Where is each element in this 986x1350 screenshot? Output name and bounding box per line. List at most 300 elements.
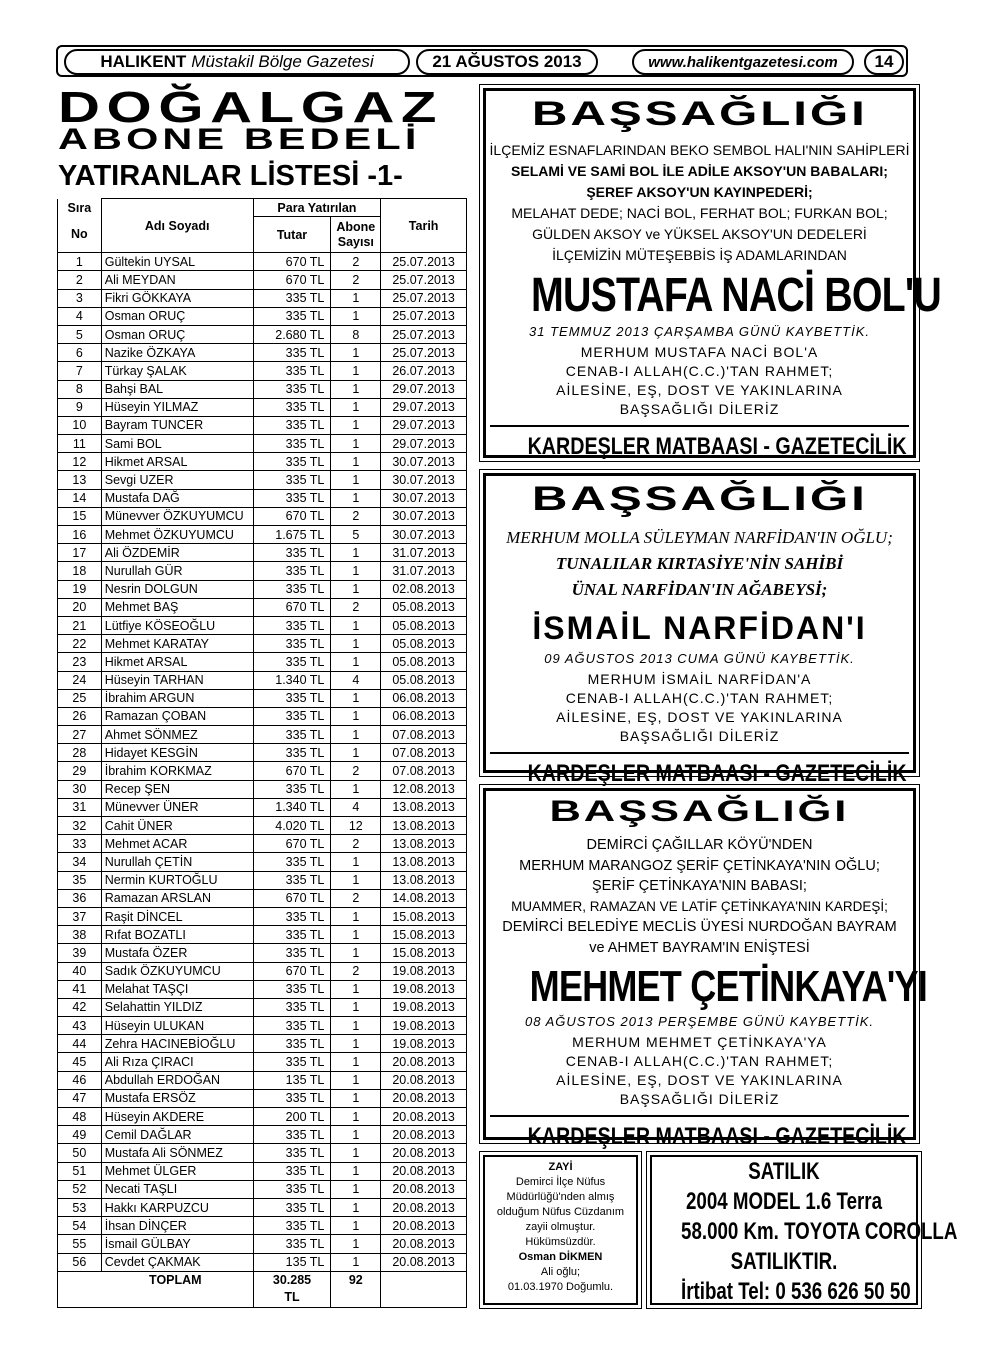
row-name: İbrahim KORKMAZ [101,762,253,780]
row-date: 12.08.2013 [381,780,467,798]
row-amount: 335 TL [253,489,331,507]
row-date: 05.08.2013 [381,616,467,634]
table-row [58,726,467,744]
row-count: 1 [331,689,381,707]
row-amount: 335 TL [253,707,331,725]
row-name: Mehmet ACAR [101,835,253,853]
row-number: 29 [58,762,102,780]
row-amount: 335 TL [253,580,331,598]
row-name: Hüseyin ULUKAN [101,1017,253,1035]
ad1-line: İLÇEMİZ ESNAFLARINDAN BEKO SEMBOL HALI'NIN SAHİPLERİ [489,142,910,158]
title-line-2: ABONE BEDELİ [58,123,421,156]
row-date: 13.08.2013 [381,835,467,853]
ad3-closing: BAŞSAĞLIĞI DİLERİZ [619,1091,780,1107]
row-date: 13.08.2013 [381,853,467,871]
row-amount: 335 TL [253,1162,331,1180]
paper-subtitle: Müstakil Bölge Gazetesi [191,52,374,71]
row-count: 1 [331,944,381,962]
row-number: 22 [58,635,102,653]
row-count: 4 [331,671,381,689]
row-count: 1 [331,780,381,798]
row-name: Ahmet SÖNMEZ [101,726,253,744]
row-date: 02.08.2013 [381,580,467,598]
row-count: 1 [331,853,381,871]
row-date: 15.08.2013 [381,926,467,944]
row-amount: 335 TL [253,435,331,453]
row-date: 26.07.2013 [381,362,467,380]
row-date: 19.08.2013 [381,1017,467,1035]
row-count: 1 [331,744,381,762]
row-date: 29.07.2013 [381,416,467,434]
table-row [58,1162,467,1180]
row-date: 05.08.2013 [381,653,467,671]
table-row [58,1053,467,1071]
row-count: 1 [331,1126,381,1144]
row-amount: 335 TL [253,1089,331,1107]
row-name: Mustafa ÖZER [101,944,253,962]
row-date: 20.08.2013 [381,1162,467,1180]
row-date: 20.08.2013 [381,1053,467,1071]
row-amount: 335 TL [253,1126,331,1144]
row-amount: 335 TL [253,1053,331,1071]
ad3-line: DEMİRCİ BELEDİYE MECLİS ÜYESİ NURDOĞAN BAYRAM [502,919,897,935]
row-number: 23 [58,653,102,671]
row-number: 2 [58,271,102,289]
row-count: 1 [331,635,381,653]
row-count: 4 [331,798,381,816]
ad3-date-line: 08 AĞUSTOS 2013 PERŞEMBE GÜNÜ KAYBETTİK. [525,1014,874,1029]
row-amount: 335 TL [253,289,331,307]
table-row [58,744,467,762]
row-number: 34 [58,853,102,871]
header-para: Para Yatırılan [253,199,381,217]
row-number: 39 [58,944,102,962]
ad3-line: MERHUM MARANGOZ ŞERİF ÇETİNKAYA'NIN OĞLU; [519,857,880,874]
row-date: 25.07.2013 [381,325,467,343]
row-name: Mustafa Ali SÖNMEZ [101,1144,253,1162]
table-row [58,1144,467,1162]
row-number: 4 [58,307,102,325]
row-count: 1 [331,344,381,362]
row-name: Mustafa ERSÖZ [101,1089,253,1107]
row-amount: 1.675 TL [253,526,331,544]
row-date: 06.08.2013 [381,707,467,725]
row-count: 1 [331,1144,381,1162]
lost-id-notice [483,1155,638,1305]
row-count: 1 [331,1162,381,1180]
row-amount: 335 TL [253,416,331,434]
row-date: 13.08.2013 [381,871,467,889]
row-date: 30.07.2013 [381,507,467,525]
title-line-3: YATIRANLAR LİSTESİ -1- [58,160,403,192]
ad2-date-line: 09 AĞUSTOS 2013 CUMA GÜNÜ KAYBETTİK. [544,651,855,666]
row-date: 30.07.2013 [381,453,467,471]
row-number: 1 [58,253,102,271]
row-number: 40 [58,962,102,980]
ad3-closing: AİLESİNE, EŞ, DOST VE YAKINLARINA [556,1072,843,1088]
row-amount: 670 TL [253,253,331,271]
row-date: 20.08.2013 [381,1198,467,1216]
zayi-line: Ali oğlu; [540,1266,581,1278]
row-name: Hüseyin TARHAN [101,671,253,689]
row-name: Nurullah GÜR [101,562,253,580]
table-row [58,489,467,507]
row-date: 06.08.2013 [381,689,467,707]
table-row [58,398,467,416]
row-number: 52 [58,1180,102,1198]
row-date: 29.07.2013 [381,380,467,398]
zayi-heading: ZAYİ [548,1161,573,1173]
table-row [58,562,467,580]
row-date: 07.08.2013 [381,762,467,780]
row-date: 20.08.2013 [381,1089,467,1107]
ad1-line: ŞEREF AKSOY'UN KAYINPEDERİ; [586,184,813,200]
ad2-line: TUNALILAR KIRTASİYE'NİN SAHİBİ [555,554,844,573]
website-link[interactable]: www.halikentgazetesi.com [632,49,854,75]
ad1-closing: AİLESİNE, EŞ, DOST VE YAKINLARINA [556,382,843,398]
row-amount: 135 TL [253,1253,331,1271]
row-amount: 335 TL [253,653,331,671]
row-number: 36 [58,889,102,907]
row-number: 31 [58,798,102,816]
row-name: Abdullah ERDOĞAN [101,1071,253,1089]
row-count: 1 [331,362,381,380]
header-name: Adı Soyadı [101,199,253,253]
row-name: Sadık ÖZKUYUMCU [101,962,253,980]
paper-name: HALIKENT [100,52,187,71]
row-name: Mehmet KARATAY [101,635,253,653]
row-amount: 335 TL [253,307,331,325]
table-row [58,671,467,689]
row-name: Sami BOL [101,435,253,453]
row-number: 53 [58,1198,102,1216]
row-amount: 335 TL [253,616,331,634]
table-row [58,835,467,853]
table-row [58,1089,467,1107]
table-row [58,1017,467,1035]
row-number: 42 [58,998,102,1016]
row-amount: 335 TL [253,344,331,362]
header-sira: Sıra [58,199,102,217]
row-number: 16 [58,526,102,544]
zayi-line: Demirci İlçe Nüfus [515,1176,606,1188]
row-number: 8 [58,380,102,398]
table-row [58,580,467,598]
row-count: 1 [331,998,381,1016]
ad3-footer: KARDEŞLER MATBAASI - GAZETECİLİK [527,1123,907,1150]
row-count: 1 [331,1017,381,1035]
row-name: Nurullah ÇETİN [101,853,253,871]
table-row [58,362,467,380]
row-number: 37 [58,907,102,925]
row-date: 19.08.2013 [381,998,467,1016]
row-date: 30.07.2013 [381,526,467,544]
row-date: 19.08.2013 [381,980,467,998]
row-count: 1 [331,1198,381,1216]
row-number: 15 [58,507,102,525]
table-row [58,980,467,998]
row-number: 28 [58,744,102,762]
ad3-deceased-name: MEHMET ÇETİNKAYA'YI [529,962,927,1011]
ad1-line: GÜLDEN AKSOY ve YÜKSEL AKSOY'UN DEDELERİ [532,226,867,242]
table-row [58,307,467,325]
row-name: Hüseyin YILMAZ [101,398,253,416]
ad2-heading: BAŞSAĞLIĞI [531,480,868,518]
row-name: Mehmet BAŞ [101,598,253,616]
table-row [58,944,467,962]
subscriber-table [57,198,467,1308]
table-row [58,853,467,871]
table-row [58,1198,467,1216]
row-amount: 335 TL [253,853,331,871]
row-date: 20.08.2013 [381,1126,467,1144]
row-count: 1 [331,562,381,580]
row-number: 12 [58,453,102,471]
satilik-line: SATILIK [748,1158,820,1185]
row-date: 29.07.2013 [381,435,467,453]
row-count: 1 [331,926,381,944]
table-row [58,435,467,453]
row-date: 07.08.2013 [381,744,467,762]
row-name: Melahat TAŞÇI [101,980,253,998]
row-name: Bahşi BAL [101,380,253,398]
row-count: 1 [331,1035,381,1053]
row-date: 14.08.2013 [381,889,467,907]
row-name: Hakkı KARPUZCU [101,1198,253,1216]
row-amount: 335 TL [253,398,331,416]
row-count: 2 [331,598,381,616]
page-number: 14 [864,49,904,75]
table-row [58,653,467,671]
ad3-closing: MERHUM MEHMET ÇETİNKAYA'YA [572,1034,827,1050]
table-row [58,271,467,289]
table-row [58,526,467,544]
row-number: 25 [58,689,102,707]
table-row [58,1071,467,1089]
row-number: 17 [58,544,102,562]
row-number: 19 [58,580,102,598]
row-amount: 335 TL [253,780,331,798]
row-count: 1 [331,1235,381,1253]
ad1-closing: BAŞSAĞLIĞI DİLERİZ [619,401,780,417]
table-row [58,544,467,562]
row-amount: 335 TL [253,980,331,998]
row-count: 1 [331,653,381,671]
row-date: 05.08.2013 [381,598,467,616]
row-amount: 335 TL [253,1144,331,1162]
row-count: 1 [331,1053,381,1071]
ad3-line: MUAMMER, RAMAZAN VE LATİF ÇETİNKAYA'NIN KARDEŞİ; [511,898,888,914]
zayi-line: 01.03.1970 Doğumlu. [507,1281,614,1293]
row-name: Gültekin UYSAL [101,253,253,271]
row-number: 47 [58,1089,102,1107]
ad1-date-line: 31 TEMMUZ 2013 ÇARŞAMBA GÜNÜ KAYBETTİK. [529,324,870,339]
row-name: Zehra HACINEBİOĞLU [101,1035,253,1053]
row-amount: 670 TL [253,271,331,289]
row-amount: 670 TL [253,762,331,780]
ad2-divider [490,752,909,754]
row-name: Sevgi UZER [101,471,253,489]
row-amount: 135 TL [253,1071,331,1089]
table-row [58,416,467,434]
ad1-deceased-name: MUSTAFA NACİ BOL'U [531,269,942,322]
row-amount: 4.020 TL [253,817,331,835]
table-row [58,598,467,616]
row-name: Ramazan ARSLAN [101,889,253,907]
row-amount: 670 TL [253,507,331,525]
row-amount: 335 TL [253,635,331,653]
row-number: 46 [58,1071,102,1089]
row-amount: 335 TL [253,871,331,889]
row-name: Ali MEYDAN [101,271,253,289]
zayi-line: zayii olmuştur. [525,1221,596,1233]
table-row [58,762,467,780]
row-number: 48 [58,1108,102,1126]
row-count: 12 [331,817,381,835]
total-amount-cell [253,1271,331,1307]
row-count: 1 [331,580,381,598]
row-date: 13.08.2013 [381,798,467,816]
row-number: 45 [58,1053,102,1071]
row-name: Nazike ÖZKAYA [101,344,253,362]
table-row [58,253,467,271]
row-amount: 335 TL [253,453,331,471]
row-amount: 335 TL [253,362,331,380]
row-count: 1 [331,453,381,471]
table-row [58,344,467,362]
table-row [58,1108,467,1126]
row-amount: 670 TL [253,962,331,980]
table-row [58,507,467,525]
row-count: 1 [331,489,381,507]
row-amount: 335 TL [253,689,331,707]
total-count: 92 [331,1271,381,1307]
row-name: Hüseyin AKDERE [101,1108,253,1126]
total-unit: TL [284,1290,300,1305]
header-abone-1: Abone [336,219,376,234]
zayi-line: Müdürlüğü'nden almış [506,1191,615,1203]
row-date: 15.08.2013 [381,907,467,925]
row-amount: 335 TL [253,471,331,489]
row-name: Mustafa DAĞ [101,489,253,507]
row-number: 7 [58,362,102,380]
table-row [58,926,467,944]
ad1-closing: CENAB-I ALLAH(C.C.)'TAN RAHMET; [565,363,834,379]
row-number: 41 [58,980,102,998]
condolence-ad-1 [483,88,942,460]
row-date: 20.08.2013 [381,1217,467,1235]
table-row [58,998,467,1016]
row-date: 05.08.2013 [381,671,467,689]
row-number: 32 [58,817,102,835]
row-name: Münevver ÖZKUYUMCU [101,507,253,525]
row-amount: 1.340 TL [253,798,331,816]
row-name: Osman ORUÇ [101,307,253,325]
row-count: 2 [331,889,381,907]
table-row [58,1035,467,1053]
header-no: No [58,217,102,253]
ad2-line: MERHUM MOLLA SÜLEYMAN NARFİDAN'IN OĞLU; [506,528,893,547]
row-amount: 335 TL [253,1017,331,1035]
row-count: 1 [331,726,381,744]
row-amount: 335 TL [253,1198,331,1216]
ad1-line: SELAMİ VE SAMİ BOL İLE ADİLE AKSOY'UN BABALARI; [511,163,888,179]
row-amount: 1.340 TL [253,671,331,689]
row-count: 1 [331,435,381,453]
row-name: Nesrin DOLGUN [101,580,253,598]
row-name: Necati TAŞLI [101,1180,253,1198]
row-number: 11 [58,435,102,453]
row-number: 5 [58,325,102,343]
row-name: Ali ÖZDEMİR [101,544,253,562]
paper-name-box [64,49,410,75]
row-name: Mehmet ÖZKUYUMCU [101,526,253,544]
table-row [58,871,467,889]
row-name: İsmail GÜLBAY [101,1235,253,1253]
table-row [58,1217,467,1235]
ad2-line: ÜNAL NARFİDAN'IN AĞABEYSİ; [571,580,828,599]
table-row [58,1180,467,1198]
row-count: 1 [331,1108,381,1126]
row-amount: 335 TL [253,907,331,925]
ad2-closing: CENAB-I ALLAH(C.C.)'TAN RAHMET; [565,690,834,706]
row-name: Raşit DİNCEL [101,907,253,925]
table-row [58,1126,467,1144]
row-name: Cahit ÜNER [101,817,253,835]
condolence-ad-3 [483,788,927,1150]
row-number: 33 [58,835,102,853]
row-count: 1 [331,380,381,398]
row-name: Cevdet ÇAKMAK [101,1253,253,1271]
table-row [58,380,467,398]
row-number: 50 [58,1144,102,1162]
ad2-closing: AİLESİNE, EŞ, DOST VE YAKINLARINA [556,709,843,725]
row-name: Selahattin YILDIZ [101,998,253,1016]
ad1-line: MELAHAT DEDE; NACİ BOL, FERHAT BOL; FURKAN BOL; [511,205,888,221]
row-name: Mehmet ÜLGER [101,1162,253,1180]
table-row [58,798,467,816]
ad1-heading: BAŞSAĞLIĞI [531,95,868,133]
row-number: 56 [58,1253,102,1271]
row-amount: 335 TL [253,944,331,962]
table-row [58,817,467,835]
satilik-line: 2004 MODEL 1.6 Terra [686,1188,882,1215]
row-count: 1 [331,980,381,998]
row-count: 2 [331,507,381,525]
issue-date: 21 AĞUSTOS 2013 [416,49,598,75]
row-number: 43 [58,1017,102,1035]
row-number: 30 [58,780,102,798]
row-date: 07.08.2013 [381,726,467,744]
table-row [58,471,467,489]
row-amount: 335 TL [253,380,331,398]
header-tarih: Tarih [381,199,467,253]
row-date: 25.07.2013 [381,307,467,325]
row-date: 20.08.2013 [381,1144,467,1162]
ad3-divider [490,1115,909,1117]
row-number: 35 [58,871,102,889]
row-count: 2 [331,835,381,853]
zayi-line: olduğum Nüfus Cüzdanım [496,1206,625,1218]
ad3-line: ŞERİF ÇETİNKAYA'NIN BABASI; [592,878,807,894]
row-number: 26 [58,707,102,725]
row-date: 19.08.2013 [381,1035,467,1053]
row-number: 27 [58,726,102,744]
ad1-divider [490,425,909,427]
row-number: 49 [58,1126,102,1144]
row-name: İhsan DİNÇER [101,1217,253,1235]
row-number: 54 [58,1217,102,1235]
